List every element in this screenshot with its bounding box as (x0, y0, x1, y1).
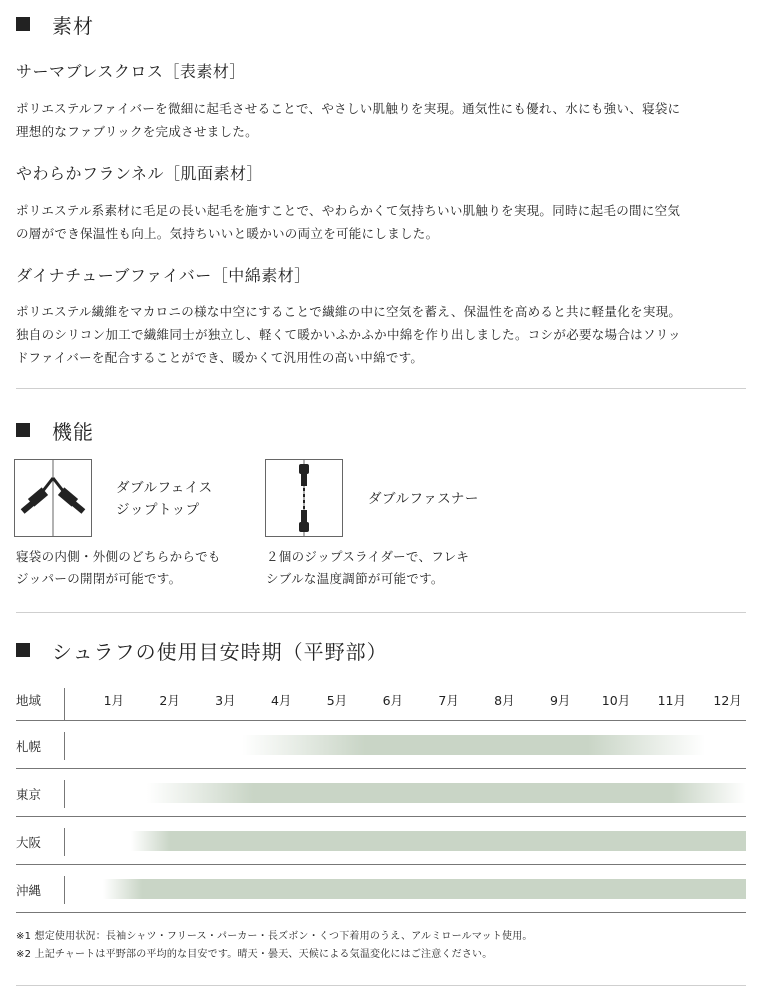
material-title-dynatube: ダイナチューブファイバー［中綿素材］ (16, 266, 311, 285)
row-line (16, 720, 746, 721)
season-bar (131, 831, 746, 851)
section-divider (16, 388, 746, 389)
month-tick-label: 5月 (326, 693, 348, 708)
month-tick-label: 3月 (215, 693, 236, 708)
features-heading: 機能 (16, 416, 94, 445)
row-divider (64, 780, 65, 808)
material-desc-flannel: ポリエステル系素材に毛足の長い起毛を施すことで、やわらかくて気持ちいい肌触りを実現。同時に起毛の間に空気 の層ができ保温性も向上。気持ちいいと暖かいの両立を可能にしました。 (16, 203, 681, 241)
month-tick-label: 8月 (494, 693, 515, 708)
month-tick-label: 4月 (270, 693, 292, 708)
feature-label-double-fastener: ダブルファスナー (368, 491, 479, 507)
season-bar (103, 879, 746, 899)
row-divider (64, 876, 65, 904)
season-bar (147, 783, 746, 803)
region-header: 地域 (16, 693, 42, 708)
material-title-thermabreath: サーマブレスクロス［表素材］ (16, 62, 246, 81)
row-divider (64, 828, 65, 856)
double-fastener-icon (265, 459, 343, 537)
square-bullet-icon (16, 17, 30, 31)
month-tick-label: 2月 (159, 693, 180, 708)
header-divider (64, 688, 65, 720)
section-divider (16, 612, 746, 613)
month-tick-label: 9月 (549, 693, 571, 708)
note-1: ※1 想定使用状況：長袖シャツ・フリース・パーカー・長ズボン・くつ下着用のうえ、アルミロールマット使用。 (16, 931, 533, 942)
row-divider (64, 732, 65, 760)
note-2: ※2 上記チャートは平野部の平均的な目安です。晴天・曇天、天候による気温変化にはご注意ください。 (16, 949, 493, 960)
month-tick-label: 11月 (657, 693, 686, 708)
month-tick-label: 1月 (103, 693, 125, 708)
row-line (16, 912, 746, 913)
material-title-flannel: やわらかフランネル［肌面素材］ (16, 164, 264, 183)
feature-desc-double-face: 寝袋の内側・外側のどちらからでも ジッパーの開閉が可能です。 (16, 549, 221, 586)
region-label: 大阪 (16, 835, 42, 850)
month-tick-label: 12月 (713, 693, 742, 708)
row-line (16, 816, 746, 817)
season-heading: シュラフの使用目安時期（平野部） (16, 636, 388, 665)
region-label: 東京 (16, 787, 42, 802)
season-bar (242, 735, 705, 755)
feature-label-double-face: ダブルフェイス ジップトップ (116, 480, 213, 518)
section-divider (16, 985, 746, 986)
region-label: 沖縄 (16, 883, 42, 898)
feature-desc-double-fastener: ２個のジップスライダーで、フレキ シブルな温度調節が可能です。 (266, 549, 470, 586)
double-face-zip-top-icon (14, 459, 92, 537)
square-bullet-icon (16, 643, 30, 657)
material-desc-dynatube: ポリエステル繊維をマカロニの様な中空にすることで繊維の中に空気を蓄え、保温性を高めると共に軽量化を実現。 独自のシリコン加工で繊維同士が独立し、軽くて暖かいふかふか中綿を作り出しました。コシが必要な場合はソリッ ドファイバーを配合することができ、暖かくて汎用性の高い中綿です。 (16, 304, 682, 365)
month-tick-label: 6月 (382, 693, 404, 708)
square-bullet-icon (16, 423, 30, 437)
month-tick-label: 7月 (438, 693, 459, 708)
region-label: 札幌 (16, 739, 42, 754)
row-line (16, 864, 746, 865)
month-tick-label: 10月 (601, 693, 631, 708)
materials-heading: 素材 (16, 10, 94, 39)
row-line (16, 768, 746, 769)
material-desc-thermabreath: ポリエステルファイバーを微細に起毛させることで、やさしい肌触りを実現。通気性にも優れ、水にも強い、寝袋に 理想的なファブリックを完成させました。 (16, 101, 681, 139)
